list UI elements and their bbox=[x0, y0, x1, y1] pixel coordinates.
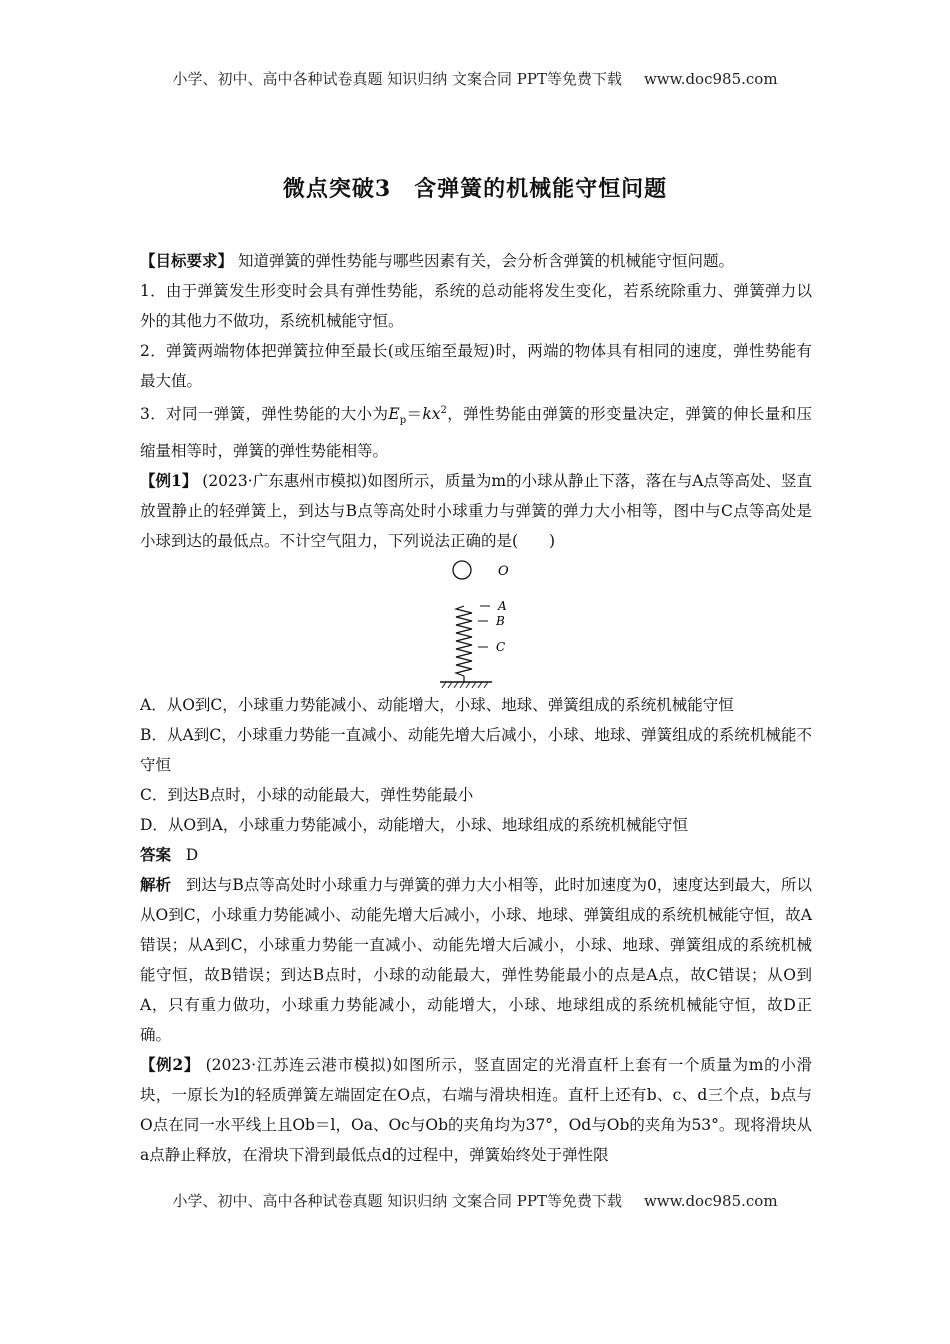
answer-label: 答案 bbox=[140, 845, 172, 865]
label-a: A bbox=[498, 599, 507, 614]
label-b: B bbox=[496, 614, 505, 629]
ball-icon bbox=[453, 561, 471, 579]
goal-text: 知道弹簧的弹性势能与哪些因素有关，会分析含弹簧的机械能守恒问题。 bbox=[237, 252, 734, 270]
point-3-rest: ，弹性势能由弹簧的形变量决定，弹簧的伸长量和压缩量相等时，弹簧的弹性势能相等。 bbox=[140, 405, 812, 461]
option-b: B．从A到C，小球重力势能一直减小、动能先增大后减小，小球、地球、弹簧组成的系统机械能不守恒 bbox=[140, 726, 812, 775]
label-c: C bbox=[496, 640, 506, 655]
spring-coil-icon bbox=[456, 606, 472, 676]
analysis-label: 解析 bbox=[140, 875, 172, 895]
point-1: 1．由于弹簧发生形变时会具有弹性势能，系统的总动能将发生变化，若系统除重力、弹簧弹力以外的其他力不做功，系统机械能守恒。 bbox=[140, 282, 812, 330]
answer-value: D bbox=[185, 846, 199, 865]
analysis-paragraph bbox=[140, 870, 812, 1050]
page-title: 微点突破3 含弹簧的机械能守恒问题 bbox=[282, 176, 668, 202]
elastic-pe-formula: $E_p=kx^2$ bbox=[388, 405, 447, 427]
header-text: 小学、初中、高中各种试卷真题 知识归纳 文案合同 PPT等免费下载 bbox=[172, 70, 622, 88]
point-3 bbox=[140, 396, 812, 466]
point-2: 2．弹簧两端物体把弹簧拉伸至最长(或压缩至最短)时，两端的物体具有相同的速度，弹性势能有最大值。 bbox=[140, 342, 812, 390]
label-o: O bbox=[498, 564, 509, 580]
point-3-intro: 3．对同一弹簧，弹性势能的大小为 bbox=[140, 405, 389, 424]
option-d: D．从O到A，小球重力势能减小，动能增大，小球、地球组成的系统机械能守恒 bbox=[140, 816, 688, 835]
option-a: A．从O到C，小球重力势能减小、动能增大，小球、地球、弹簧组成的系统机械能守恒 bbox=[140, 696, 734, 715]
example-2-question: 如图所示，竖直固定的光滑直杆上套有一个质量为m的小滑块，一原长为l的轻质弹簧左端固定在O点，右端与滑块相连。直杆上还有b、c、d三个点，b点与O点在同一水平线上且Ob＝l，Oa、Oc与Ob的夹角均为37°，Od与Ob的夹角为53°。现将滑块从a点静止释放，在滑块下滑到最低点d的过程中，弹簧始终处于弹性限 bbox=[140, 1056, 812, 1165]
example-1-question: 如图所示，质量为m的小球从静止下落，落在与A点等高处、竖直放置静止的轻弹簧上，到达与B点等高处时小球重力与弹簧的弹力大小相等，图中与C点等高处是小球到达的最低点。不计空气阻力，下列说法正确的是( ) bbox=[140, 472, 812, 551]
answer-line bbox=[140, 840, 812, 870]
goal-label: 【目标要求】 bbox=[140, 251, 234, 270]
example-1-stem bbox=[140, 466, 812, 556]
option-c: C．到达B点时，小球的动能最大，弹性势能最小 bbox=[140, 786, 474, 805]
page-footer bbox=[0, 1190, 950, 1211]
example-2-source: (2023·江苏连云港市模拟) bbox=[205, 1056, 393, 1075]
analysis-text: 到达与B点等高处时小球重力与弹簧的弹力大小相等，此时加速度为0，速度达到最大，所以从O到C，小球重力势能减小、动能先增大后减小，小球、地球、弹簧组成的系统机械能守恒，故A错误；从A到C，小球重力势能一直减小、动能先增大后减小，小球、地球、弹簧组成的系统机械能守恒，故B错误；到达B点时，小球的动能最大，弹性势能最小的点是A点，故C错误；从O到A，只有重力做功，小球重力势能减小，动能增大，小球、地球组成的系统机械能守恒，故D正确。 bbox=[140, 876, 812, 1045]
example-2-stem bbox=[140, 1050, 812, 1170]
example-1-source: (2023·广东惠州市模拟) bbox=[202, 472, 368, 491]
example-2-label: 【例2】 bbox=[140, 1055, 200, 1075]
spring-diagram bbox=[430, 560, 550, 688]
goal-paragraph bbox=[140, 246, 812, 276]
footer-url: www.doc985.com bbox=[643, 1192, 778, 1210]
example-1-label: 【例1】 bbox=[140, 471, 198, 491]
spring-figure bbox=[140, 560, 812, 688]
page-header bbox=[0, 68, 950, 89]
ground-hatch bbox=[442, 682, 488, 688]
footer-text: 小学、初中、高中各种试卷真题 知识归纳 文案合同 PPT等免费下载 bbox=[172, 1192, 622, 1210]
header-url: www.doc985.com bbox=[643, 70, 778, 88]
main-content bbox=[140, 246, 812, 1170]
